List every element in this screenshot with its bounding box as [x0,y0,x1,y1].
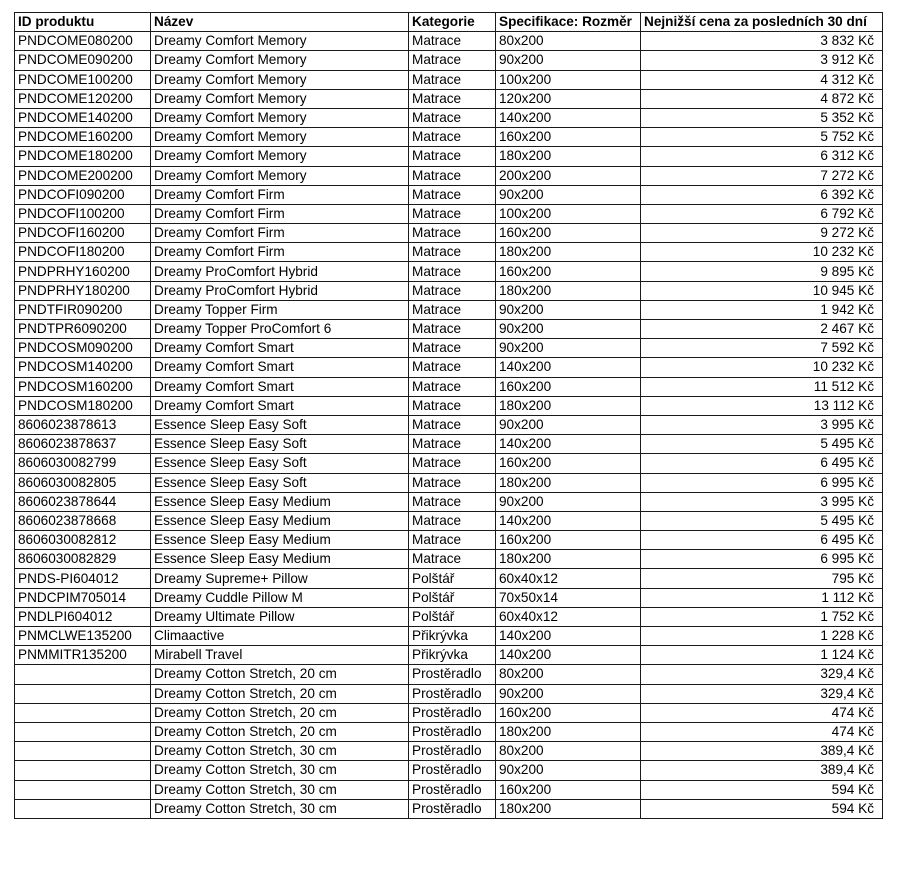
table-row [15,185,883,204]
cell-price: 13 112 Kč [641,396,883,415]
table-row [15,703,883,722]
cell-category: Matrace [409,262,496,281]
cell-dimension: 60x40x12 [496,607,641,626]
cell-product-id: PNMMITR135200 [15,646,151,665]
cell-price: 3 995 Kč [641,492,883,511]
cell-price: 9 272 Kč [641,224,883,243]
cell-price: 6 792 Kč [641,204,883,223]
cell-category: Polštář [409,588,496,607]
cell-price: 795 Kč [641,569,883,588]
cell-name: Dreamy Topper Firm [151,300,409,319]
table-row [15,799,883,818]
table-row [15,243,883,262]
cell-dimension: 160x200 [496,454,641,473]
cell-price: 6 312 Kč [641,147,883,166]
cell-dimension: 90x200 [496,684,641,703]
cell-price: 329,4 Kč [641,684,883,703]
cell-product-id [15,780,151,799]
table-row [15,665,883,684]
cell-product-id: PNDCOME200200 [15,166,151,185]
cell-name: Dreamy ProComfort Hybrid [151,262,409,281]
cell-dimension: 180x200 [496,799,641,818]
cell-category: Polštář [409,607,496,626]
cell-name: Dreamy Cotton Stretch, 20 cm [151,665,409,684]
cell-category: Prostěradlo [409,684,496,703]
cell-category: Matrace [409,415,496,434]
cell-price: 3 832 Kč [641,32,883,51]
cell-dimension: 60x40x12 [496,569,641,588]
cell-product-id: PNDCOSM180200 [15,396,151,415]
table-body [15,32,883,819]
cell-name: Essence Sleep Easy Soft [151,454,409,473]
cell-product-id: 8606023878637 [15,435,151,454]
table-row [15,147,883,166]
cell-product-id: PNDCPIM705014 [15,588,151,607]
cell-name: Dreamy Comfort Smart [151,339,409,358]
cell-price: 6 392 Kč [641,185,883,204]
cell-category: Matrace [409,377,496,396]
cell-category: Přikrývka [409,646,496,665]
cell-product-id: PNDCOME080200 [15,32,151,51]
cell-dimension: 160x200 [496,377,641,396]
table-row [15,128,883,147]
cell-product-id: PNDS-PI604012 [15,569,151,588]
cell-name: Dreamy Comfort Memory [151,70,409,89]
cell-dimension: 160x200 [496,703,641,722]
cell-product-id: 8606023878613 [15,415,151,434]
table-row [15,627,883,646]
cell-dimension: 100x200 [496,204,641,223]
cell-category: Matrace [409,473,496,492]
cell-dimension: 180x200 [496,243,641,262]
cell-dimension: 100x200 [496,70,641,89]
cell-category: Prostěradlo [409,722,496,741]
cell-product-id [15,665,151,684]
cell-name: Climaactive [151,627,409,646]
cell-category: Matrace [409,492,496,511]
cell-dimension: 180x200 [496,147,641,166]
cell-price: 1 942 Kč [641,300,883,319]
cell-dimension: 90x200 [496,761,641,780]
cell-product-id: PNDCOME090200 [15,51,151,70]
cell-name: Dreamy Comfort Firm [151,204,409,223]
cell-price: 1 752 Kč [641,607,883,626]
cell-dimension: 180x200 [496,396,641,415]
cell-name: Dreamy Cotton Stretch, 30 cm [151,799,409,818]
cell-product-id: PNDTPR6090200 [15,320,151,339]
cell-product-id: PNDCOFI160200 [15,224,151,243]
cell-dimension: 180x200 [496,722,641,741]
cell-category: Matrace [409,358,496,377]
cell-price: 1 112 Kč [641,588,883,607]
cell-dimension: 90x200 [496,339,641,358]
cell-product-id: 8606023878644 [15,492,151,511]
cell-price: 9 895 Kč [641,262,883,281]
table-row [15,722,883,741]
cell-price: 6 995 Kč [641,473,883,492]
table-row [15,108,883,127]
cell-dimension: 140x200 [496,646,641,665]
cell-name: Dreamy Comfort Smart [151,358,409,377]
table-row [15,742,883,761]
cell-dimension: 90x200 [496,51,641,70]
cell-product-id: 8606023878668 [15,511,151,530]
cell-category: Matrace [409,166,496,185]
cell-dimension: 80x200 [496,665,641,684]
cell-product-id: PNDCOFI090200 [15,185,151,204]
cell-name: Dreamy Cotton Stretch, 20 cm [151,722,409,741]
cell-dimension: 140x200 [496,435,641,454]
cell-name: Dreamy Comfort Memory [151,89,409,108]
cell-name: Dreamy Cotton Stretch, 20 cm [151,684,409,703]
table-row [15,511,883,530]
cell-category: Polštář [409,569,496,588]
cell-price: 389,4 Kč [641,761,883,780]
cell-price: 7 592 Kč [641,339,883,358]
cell-dimension: 200x200 [496,166,641,185]
cell-dimension: 160x200 [496,224,641,243]
cell-product-id: 8606030082799 [15,454,151,473]
cell-price: 4 872 Kč [641,89,883,108]
header-category: Kategorie [409,13,496,32]
table-row [15,646,883,665]
cell-price: 474 Kč [641,722,883,741]
cell-dimension: 160x200 [496,531,641,550]
cell-price: 2 467 Kč [641,320,883,339]
table-row [15,435,883,454]
cell-price: 594 Kč [641,780,883,799]
cell-name: Essence Sleep Easy Soft [151,415,409,434]
table-row [15,320,883,339]
table-row [15,415,883,434]
cell-category: Matrace [409,204,496,223]
cell-product-id: PNDCOFI180200 [15,243,151,262]
cell-category: Matrace [409,51,496,70]
cell-category: Matrace [409,108,496,127]
cell-dimension: 70x50x14 [496,588,641,607]
cell-price: 6 495 Kč [641,454,883,473]
cell-price: 474 Kč [641,703,883,722]
cell-price: 6 495 Kč [641,531,883,550]
table-row [15,89,883,108]
header-row [15,13,883,32]
header-product-id: ID produktu [15,13,151,32]
cell-dimension: 160x200 [496,780,641,799]
cell-price: 5 752 Kč [641,128,883,147]
cell-category: Matrace [409,454,496,473]
cell-category: Matrace [409,550,496,569]
cell-product-id: PNMCLWE135200 [15,627,151,646]
cell-name: Essence Sleep Easy Soft [151,473,409,492]
cell-name: Dreamy Comfort Firm [151,224,409,243]
cell-product-id: PNDCOME180200 [15,147,151,166]
cell-dimension: 140x200 [496,627,641,646]
table-row [15,300,883,319]
cell-category: Přikrývka [409,627,496,646]
cell-name: Essence Sleep Easy Medium [151,492,409,511]
cell-name: Dreamy Comfort Firm [151,185,409,204]
cell-category: Prostěradlo [409,799,496,818]
cell-price: 5 495 Kč [641,435,883,454]
cell-price: 389,4 Kč [641,742,883,761]
cell-name: Essence Sleep Easy Medium [151,511,409,530]
table-row [15,262,883,281]
cell-product-id: PNDLPI604012 [15,607,151,626]
cell-category: Matrace [409,396,496,415]
cell-product-id: PNDCOSM090200 [15,339,151,358]
table-row [15,492,883,511]
cell-dimension: 120x200 [496,89,641,108]
cell-price: 1 228 Kč [641,627,883,646]
cell-category: Matrace [409,531,496,550]
table-row [15,569,883,588]
cell-category: Matrace [409,511,496,530]
table-row [15,377,883,396]
table-row [15,588,883,607]
cell-product-id: PNDTFIR090200 [15,300,151,319]
cell-category: Matrace [409,185,496,204]
cell-product-id [15,684,151,703]
cell-category: Prostěradlo [409,742,496,761]
cell-category: Matrace [409,300,496,319]
cell-category: Matrace [409,128,496,147]
cell-product-id: PNDPRHY180200 [15,281,151,300]
cell-price: 10 232 Kč [641,358,883,377]
table-row [15,550,883,569]
cell-product-id [15,703,151,722]
cell-price: 10 945 Kč [641,281,883,300]
cell-price: 3 995 Kč [641,415,883,434]
cell-name: Dreamy Comfort Memory [151,108,409,127]
cell-price: 4 312 Kč [641,70,883,89]
cell-price: 594 Kč [641,799,883,818]
cell-dimension: 140x200 [496,358,641,377]
header-dimension: Specifikace: Rozměr [496,13,641,32]
cell-name: Dreamy Comfort Memory [151,147,409,166]
cell-name: Essence Sleep Easy Medium [151,550,409,569]
cell-product-id: PNDCOME120200 [15,89,151,108]
table-row [15,224,883,243]
cell-name: Dreamy Comfort Memory [151,51,409,70]
cell-category: Prostěradlo [409,703,496,722]
table-row [15,780,883,799]
cell-price: 7 272 Kč [641,166,883,185]
cell-name: Dreamy Topper ProComfort 6 [151,320,409,339]
cell-price: 10 232 Kč [641,243,883,262]
cell-product-id: PNDCOME160200 [15,128,151,147]
cell-dimension: 180x200 [496,473,641,492]
cell-dimension: 180x200 [496,550,641,569]
cell-category: Matrace [409,281,496,300]
cell-category: Matrace [409,243,496,262]
cell-name: Dreamy Comfort Smart [151,396,409,415]
cell-product-id [15,799,151,818]
table-row [15,473,883,492]
cell-category: Matrace [409,32,496,51]
cell-price: 1 124 Kč [641,646,883,665]
header-lowest-price: Nejnižší cena za posledních 30 dní [641,13,883,32]
table-row [15,358,883,377]
cell-dimension: 160x200 [496,128,641,147]
cell-category: Matrace [409,435,496,454]
cell-name: Dreamy Cotton Stretch, 30 cm [151,761,409,780]
cell-price: 329,4 Kč [641,665,883,684]
cell-product-id: 8606030082829 [15,550,151,569]
cell-dimension: 90x200 [496,185,641,204]
cell-product-id: 8606030082812 [15,531,151,550]
cell-price: 3 912 Kč [641,51,883,70]
cell-name: Dreamy Comfort Memory [151,32,409,51]
cell-dimension: 80x200 [496,742,641,761]
table-row [15,761,883,780]
cell-dimension: 90x200 [496,415,641,434]
cell-name: Dreamy Supreme+ Pillow [151,569,409,588]
cell-dimension: 80x200 [496,32,641,51]
cell-product-id: PNDCOFI100200 [15,204,151,223]
cell-category: Matrace [409,339,496,358]
cell-product-id: PNDCOME100200 [15,70,151,89]
cell-product-id [15,742,151,761]
cell-price: 11 512 Kč [641,377,883,396]
table-row [15,204,883,223]
table-row [15,531,883,550]
cell-product-id [15,722,151,741]
cell-product-id [15,761,151,780]
table-row [15,454,883,473]
cell-name: Dreamy Ultimate Pillow [151,607,409,626]
cell-dimension: 180x200 [496,281,641,300]
cell-category: Prostěradlo [409,665,496,684]
cell-name: Dreamy Cuddle Pillow M [151,588,409,607]
cell-category: Matrace [409,70,496,89]
cell-price: 5 352 Kč [641,108,883,127]
cell-price: 6 995 Kč [641,550,883,569]
cell-category: Prostěradlo [409,780,496,799]
cell-dimension: 140x200 [496,108,641,127]
product-price-table [14,12,883,819]
cell-category: Matrace [409,320,496,339]
header-name: Název [151,13,409,32]
cell-name: Essence Sleep Easy Medium [151,531,409,550]
cell-name: Mirabell Travel [151,646,409,665]
table-row [15,51,883,70]
cell-name: Dreamy Comfort Smart [151,377,409,396]
cell-name: Essence Sleep Easy Soft [151,435,409,454]
cell-category: Matrace [409,224,496,243]
cell-category: Matrace [409,147,496,166]
cell-name: Dreamy ProComfort Hybrid [151,281,409,300]
cell-category: Prostěradlo [409,761,496,780]
table-row [15,396,883,415]
cell-product-id: PNDPRHY160200 [15,262,151,281]
table-row [15,166,883,185]
table-row [15,32,883,51]
cell-name: Dreamy Comfort Firm [151,243,409,262]
cell-name: Dreamy Comfort Memory [151,166,409,185]
cell-price: 5 495 Kč [641,511,883,530]
cell-category: Matrace [409,89,496,108]
cell-dimension: 90x200 [496,320,641,339]
cell-dimension: 140x200 [496,511,641,530]
cell-product-id: 8606030082805 [15,473,151,492]
table-row [15,70,883,89]
table-row [15,607,883,626]
cell-dimension: 160x200 [496,262,641,281]
cell-dimension: 90x200 [496,300,641,319]
cell-product-id: PNDCOSM140200 [15,358,151,377]
cell-name: Dreamy Cotton Stretch, 20 cm [151,703,409,722]
cell-product-id: PNDCOSM160200 [15,377,151,396]
cell-product-id: PNDCOME140200 [15,108,151,127]
cell-name: Dreamy Cotton Stretch, 30 cm [151,780,409,799]
table-row [15,281,883,300]
cell-name: Dreamy Comfort Memory [151,128,409,147]
table-row [15,684,883,703]
cell-dimension: 90x200 [496,492,641,511]
table-row [15,339,883,358]
cell-name: Dreamy Cotton Stretch, 30 cm [151,742,409,761]
